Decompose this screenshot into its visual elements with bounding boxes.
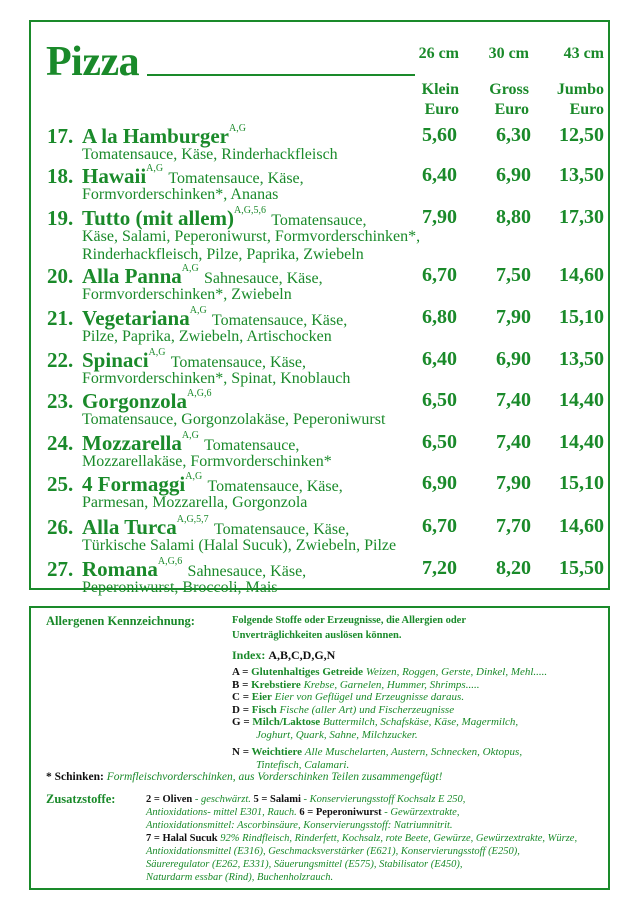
allergen-name: Fisch — [251, 703, 277, 716]
allergen-name: Krebstiere — [251, 678, 301, 691]
item-desc-inline: Sahnesauce, Käse, — [187, 563, 307, 580]
item-name: Alla Panna — [82, 264, 182, 288]
menu-item — [47, 431, 607, 471]
item-price-jumbo: 14,60 — [559, 264, 604, 286]
item-name-group — [82, 348, 306, 373]
item-number: 23. — [47, 389, 74, 413]
title-underline — [147, 74, 415, 76]
item-price-klein: 6,50 — [422, 389, 457, 411]
schinken-label: * Schinken: — [46, 771, 104, 783]
col-currency-jumbo: Euro — [569, 101, 604, 118]
menu-item — [47, 164, 607, 204]
zusatz-line — [146, 872, 333, 883]
menu-item — [47, 206, 607, 264]
zusatz-part: Oliven — [162, 794, 193, 805]
item-price-klein: 6,40 — [422, 348, 457, 370]
item-price-jumbo: 17,30 — [559, 206, 604, 228]
item-desc-line: Rinderhackfleisch, Pilze, Paprika, Zwiebeln — [82, 246, 364, 263]
allergen-detail: Eier von Geflügel und Erzeugnisse daraus. — [274, 691, 465, 703]
item-desc-line: Käse, Salami, Peperoniwurst, Formvorderschinken*, — [82, 228, 421, 245]
menu-item — [47, 472, 607, 512]
schinken-text: Formfleischvorderschinken, aus Vorderschinken Teilen zusammengefügt! — [106, 771, 443, 783]
allergen-detail: Buttermilch, Schafskäse, Käse, Magermilch, — [322, 716, 519, 728]
allergen-name: Milch/Laktose — [252, 716, 321, 728]
item-name: Tutto (mit allem) — [82, 206, 235, 230]
item-desc-inline: Sahnesauce, Käse, — [203, 270, 323, 287]
item-price-gross: 7,90 — [496, 306, 531, 328]
allergen-entry: A = Glutenhaltiges Getreide Weizen, Roggen, Gerste, Dinkel, Mehl..... — [232, 666, 548, 678]
zusatz-part: = — [258, 794, 270, 805]
item-price-klein: 7,20 — [422, 557, 457, 579]
item-number: 21. — [47, 306, 74, 330]
item-number: 27. — [47, 557, 74, 581]
zusatz-part: Antioxidationsmittel: Ascorbinsäure, Konservierungsstoff: Natriumnitrit. — [146, 820, 453, 831]
col-currency-gross: Euro — [494, 101, 529, 118]
zusatz-part: = — [151, 833, 163, 844]
zusatz-part: = — [304, 807, 316, 818]
item-price-gross: 7,40 — [496, 431, 531, 453]
item-name-group — [82, 431, 299, 456]
col-size-jumbo: 43 cm — [563, 45, 604, 62]
item-name-group — [82, 164, 304, 189]
item-number: 25. — [47, 472, 74, 496]
page-title: Pizza — [46, 39, 140, 85]
zusatz-part: Peperoniwurst — [315, 807, 382, 818]
zusatz-part: Antioxidationsmittel (E316), Geschmacksverstärker (E621), Konservierungsstoff (E250), — [146, 846, 520, 857]
item-price-klein: 6,50 — [422, 431, 457, 453]
allergen-detail-2: Tintefisch, Calamari. — [256, 758, 350, 771]
item-desc-line: Formvorderschinken*, Zwiebeln — [82, 286, 292, 303]
item-allergens: A,G,5,7 — [176, 514, 209, 525]
item-desc-inline: Tomatensauce, Käse, — [213, 521, 350, 538]
item-name-group — [82, 264, 323, 289]
zusatz-part: 7 — [146, 833, 152, 844]
index-value: A,B,C,D,G,N — [268, 648, 336, 662]
menu-item — [47, 264, 607, 304]
allergen-entry: G = Milch/Laktose Buttermilch, Schafskäse, Käse, Magermilch, — [232, 716, 519, 728]
item-price-gross: 6,90 — [496, 164, 531, 186]
allergen-code: G — [232, 716, 241, 728]
item-allergens: A,G — [146, 163, 164, 174]
col-currency-klein: Euro — [424, 101, 459, 118]
item-price-klein: 6,40 — [422, 164, 457, 186]
item-desc-inline: Tomatensauce, Käse, — [168, 170, 304, 187]
item-name: Alla Turca — [82, 515, 177, 539]
item-desc-inline: Tomatensauce, — [204, 437, 300, 454]
item-desc-inline: Tomatensauce, Käse, — [207, 478, 343, 495]
zusatz-line — [146, 794, 465, 805]
item-price-gross: 7,50 — [496, 264, 531, 286]
item-name: Romana — [82, 557, 158, 581]
item-price-jumbo: 15,10 — [559, 472, 604, 494]
item-desc-inline: Tomatensauce, Käse, — [211, 312, 348, 329]
item-name: Hawaii — [82, 164, 147, 188]
item-price-gross: 8,80 — [496, 206, 531, 228]
item-desc-inline: Tomatensauce, Käse, — [170, 354, 306, 371]
item-desc-inline: Tomatensauce, — [271, 212, 367, 229]
item-allergens: A,G — [189, 305, 207, 316]
item-price-jumbo: 14,60 — [559, 515, 604, 537]
allergen-detail: Alle Muschelarten, Austern, Schnecken, Oktopus, — [304, 746, 523, 758]
item-number: 26. — [47, 515, 74, 539]
item-price-gross: 7,70 — [496, 515, 531, 537]
allergen-intro-2: Unverträglichkeiten auslösen können. — [232, 630, 402, 641]
zusatz-line — [146, 846, 520, 857]
zusatz-part: Säureregulator (E262, E331), Säuerungsmittel (E575), Stabilisator (E450), — [146, 859, 463, 870]
item-name: Spinaci — [82, 348, 149, 372]
item-name: 4 Formaggi — [82, 472, 186, 496]
allergen-code: B — [232, 678, 240, 691]
item-name-group — [82, 472, 343, 497]
allergen-name: Eier — [251, 691, 272, 703]
menu-item — [47, 557, 607, 597]
item-desc-line: Tomatensauce, Gorgonzolakäse, Peperoniwurst — [82, 411, 386, 428]
menu-item — [47, 124, 607, 164]
item-price-gross: 8,20 — [496, 557, 531, 579]
item-desc-line: Mozzarellakäse, Formvorderschinken* — [82, 453, 332, 470]
item-number: 19. — [47, 206, 74, 230]
item-name-group — [82, 124, 246, 149]
item-price-klein: 6,80 — [422, 306, 457, 328]
item-price-jumbo: 15,10 — [559, 306, 604, 328]
col-name-klein: Klein — [421, 81, 459, 98]
zusatz-part: Naturdarm essbar (Rind), Buchenholzrauch. — [146, 872, 334, 883]
zusatz-part: - Gewürzextrakte, — [381, 807, 460, 818]
menu-item — [47, 306, 607, 346]
item-number: 17. — [47, 124, 74, 148]
allergen-entry: D = Fisch Fische (aller Art) und Fischerzeugnisse — [232, 703, 455, 716]
item-allergens: A,G — [148, 347, 166, 358]
zusatz-line — [146, 807, 459, 818]
index-label: Index: — [232, 648, 266, 662]
zusatz-part: 6 — [299, 807, 305, 818]
allergen-entry: N = Weichtiere Alle Muschelarten, Austern, Schnecken, Oktopus, — [232, 746, 523, 758]
allergen-name: Weichtiere — [251, 746, 303, 758]
item-name-group — [82, 206, 367, 231]
item-price-klein: 5,60 — [422, 124, 457, 146]
allergen-code: C — [232, 691, 240, 703]
item-price-jumbo: 15,50 — [559, 557, 604, 579]
item-allergens: A,G,6 — [157, 556, 183, 567]
item-price-gross: 6,90 — [496, 348, 531, 370]
zusatz-line — [146, 820, 453, 831]
zusatz-line — [146, 859, 463, 870]
item-price-klein: 6,90 — [422, 472, 457, 494]
item-name-group — [82, 515, 349, 540]
item-name-group — [82, 389, 211, 414]
menu-item — [47, 515, 607, 555]
schinken-note — [46, 771, 442, 783]
zusatz-part: Salami — [269, 794, 301, 805]
col-name-jumbo: Jumbo — [556, 81, 604, 98]
item-price-jumbo: 12,50 — [559, 124, 604, 146]
allergen-detail: Krebse, Garnelen, Hummer, Shrimps..... — [303, 678, 480, 691]
item-price-gross: 7,40 — [496, 389, 531, 411]
allergen-index — [232, 648, 335, 663]
zusatz-part: 5 — [253, 794, 259, 805]
item-desc-line: Parmesan, Mozzarella, Gorgonzola — [82, 494, 308, 511]
zusatz-part: = — [151, 794, 163, 805]
menu-item — [47, 348, 607, 388]
allergen-heading: Allergenen Kennzeichnung: — [46, 614, 195, 628]
allergen-code: A — [232, 666, 240, 678]
item-name-group — [82, 557, 306, 582]
item-desc-line: Tomatensauce, Käse, Rinderhackfleisch — [82, 146, 338, 163]
allergen-intro-1: Folgende Stoffe oder Erzeugnisse, die Allergien oder — [232, 615, 466, 626]
item-allergens: A,G — [181, 430, 199, 441]
item-number: 20. — [47, 264, 74, 288]
item-number: 24. — [47, 431, 74, 455]
item-price-klein: 6,70 — [422, 515, 457, 537]
item-price-jumbo: 13,50 — [559, 348, 604, 370]
item-allergens: A,G,6 — [187, 388, 212, 399]
zusatz-part: 2 — [146, 794, 152, 805]
item-number: 18. — [47, 164, 74, 188]
zusatz-line — [146, 833, 577, 844]
item-price-jumbo: 14,40 — [559, 431, 604, 453]
menu-item — [47, 389, 607, 429]
allergen-entry: B = Krebstiere Krebse, Garnelen, Hummer, Shrimps..... — [232, 678, 480, 691]
allergen-detail: Fische (aller Art) und Fischerzeugnisse — [279, 703, 455, 716]
item-price-klein: 6,70 — [422, 264, 457, 286]
item-name-group — [82, 306, 347, 331]
item-desc-line: Türkische Salami (Halal Sucuk), Zwiebeln, Pilze — [82, 537, 397, 554]
allergen-code: N — [232, 746, 240, 758]
item-allergens: A,G,5,6 — [234, 205, 266, 216]
item-allergens: A,G — [181, 263, 199, 274]
zusatz-part: - Konservierungsstoff Kochsalz E 250, — [300, 794, 466, 805]
item-price-gross: 6,30 — [496, 124, 531, 146]
col-size-gross: 30 cm — [488, 45, 529, 62]
item-name: Mozzarella — [82, 431, 182, 455]
allergen-detail: Weizen, Roggen, Gerste, Dinkel, Mehl..... — [365, 666, 548, 678]
item-price-jumbo: 14,40 — [559, 389, 604, 411]
allergen-code: D — [232, 703, 240, 716]
item-allergens: A,G — [185, 471, 203, 482]
zusatz-part: 92% Rindfleisch, Rinderfett, Kochsalz, rote Beete, Gewürze, Gewürzextrakte, Würze, — [217, 833, 578, 844]
item-desc-line: Formvorderschinken*, Spinat, Knoblauch — [82, 370, 351, 387]
item-price-klein: 7,90 — [422, 206, 457, 228]
item-desc-line: Pilze, Paprika, Zwiebeln, Artischocken — [82, 328, 332, 345]
item-name: A la Hamburger — [82, 124, 229, 148]
item-desc-line: Formvorderschinken*, Ananas — [82, 186, 279, 203]
zusatz-label: Zusatzstoffe: — [46, 792, 116, 806]
item-price-jumbo: 13,50 — [559, 164, 604, 186]
item-number: 22. — [47, 348, 74, 372]
item-name: Vegetariana — [82, 306, 190, 330]
item-price-gross: 7,90 — [496, 472, 531, 494]
allergen-detail-2: Joghurt, Quark, Sahne, Milchzucker. — [256, 728, 418, 741]
item-desc-line: Peperoniwurst, Broccoli, Mais — [82, 579, 278, 596]
col-name-gross: Gross — [489, 81, 529, 98]
allergen-entry: C = Eier Eier von Geflügel und Erzeugnisse daraus. — [232, 691, 465, 703]
allergen-name: Glutenhaltiges Getreide — [251, 666, 364, 678]
zusatz-part: Antioxidations- mittel E301, Rauch. — [146, 807, 300, 818]
item-name: Gorgonzola — [82, 389, 187, 413]
col-size-klein: 26 cm — [418, 45, 459, 62]
zusatz-part: Halal Sucuk — [162, 833, 218, 844]
zusatz-part: - geschwärzt. — [192, 794, 254, 805]
item-allergens: A,G — [229, 123, 246, 134]
